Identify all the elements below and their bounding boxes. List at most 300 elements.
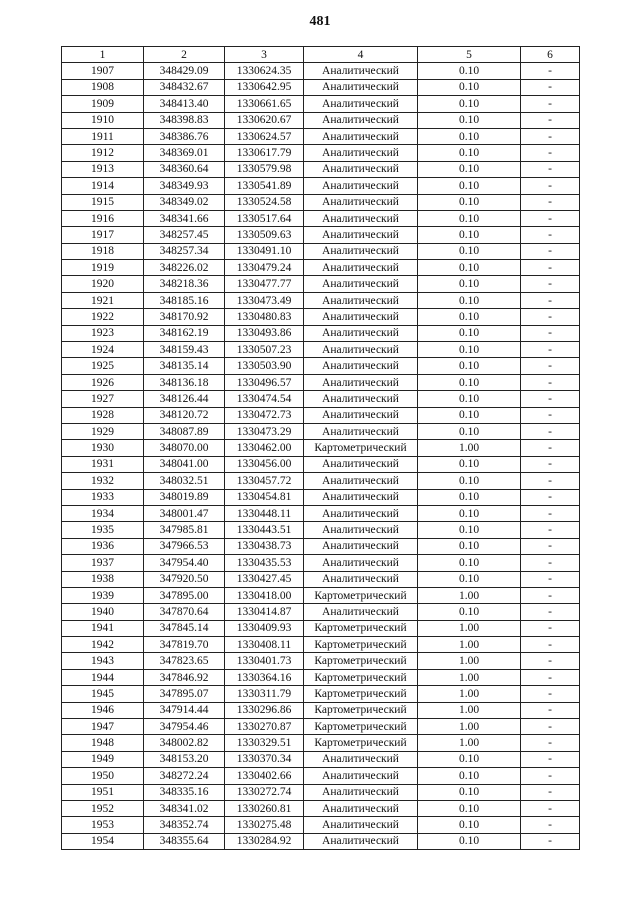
note-cell: - — [521, 309, 580, 325]
y-coordinate-cell: 1330370.34 — [225, 751, 304, 767]
accuracy-cell: 0.10 — [418, 145, 521, 161]
table-row — [62, 96, 580, 112]
note-cell: - — [521, 423, 580, 439]
column-header: 2 — [144, 47, 225, 63]
note-cell: - — [521, 505, 580, 521]
y-coordinate-cell: 1330427.45 — [225, 571, 304, 587]
accuracy-cell: 0.10 — [418, 817, 521, 833]
note-cell: - — [521, 833, 580, 849]
method-cell: Аналитический — [304, 768, 418, 784]
y-coordinate-cell: 1330472.73 — [225, 407, 304, 423]
x-coordinate-cell: 348341.02 — [144, 800, 225, 816]
y-coordinate-cell: 1330541.89 — [225, 178, 304, 194]
method-cell: Аналитический — [304, 292, 418, 308]
table-row — [62, 604, 580, 620]
point-number-cell: 1950 — [62, 768, 144, 784]
point-number-cell: 1933 — [62, 489, 144, 505]
x-coordinate-cell: 348002.82 — [144, 735, 225, 751]
y-coordinate-cell: 1330443.51 — [225, 522, 304, 538]
note-cell: - — [521, 243, 580, 259]
table-row — [62, 243, 580, 259]
column-header: 3 — [225, 47, 304, 63]
note-cell: - — [521, 702, 580, 718]
accuracy-cell: 0.10 — [418, 79, 521, 95]
y-coordinate-cell: 1330402.66 — [225, 768, 304, 784]
method-cell: Картометрический — [304, 719, 418, 735]
table-row — [62, 358, 580, 374]
y-coordinate-cell: 1330284.92 — [225, 833, 304, 849]
point-number-cell: 1948 — [62, 735, 144, 751]
note-cell: - — [521, 96, 580, 112]
x-coordinate-cell: 348360.64 — [144, 161, 225, 177]
y-coordinate-cell: 1330661.65 — [225, 96, 304, 112]
note-cell: - — [521, 604, 580, 620]
point-number-cell: 1935 — [62, 522, 144, 538]
accuracy-cell: 1.00 — [418, 587, 521, 603]
accuracy-cell: 0.10 — [418, 391, 521, 407]
y-coordinate-cell: 1330473.49 — [225, 292, 304, 308]
method-cell: Картометрический — [304, 669, 418, 685]
method-cell: Аналитический — [304, 833, 418, 849]
table-row — [62, 587, 580, 603]
x-coordinate-cell: 347819.70 — [144, 637, 225, 653]
method-cell: Аналитический — [304, 751, 418, 767]
x-coordinate-cell: 347966.53 — [144, 538, 225, 554]
table-row — [62, 686, 580, 702]
y-coordinate-cell: 1330272.74 — [225, 784, 304, 800]
table-row — [62, 768, 580, 784]
point-number-cell: 1931 — [62, 456, 144, 472]
note-cell: - — [521, 276, 580, 292]
table-row — [62, 719, 580, 735]
accuracy-cell: 0.10 — [418, 833, 521, 849]
point-number-cell: 1952 — [62, 800, 144, 816]
table-row — [62, 800, 580, 816]
accuracy-cell: 1.00 — [418, 440, 521, 456]
method-cell: Аналитический — [304, 522, 418, 538]
accuracy-cell: 0.10 — [418, 784, 521, 800]
y-coordinate-cell: 1330517.64 — [225, 210, 304, 226]
accuracy-cell: 1.00 — [418, 735, 521, 751]
point-number-cell: 1928 — [62, 407, 144, 423]
y-coordinate-cell: 1330275.48 — [225, 817, 304, 833]
note-cell: - — [521, 522, 580, 538]
table-row — [62, 407, 580, 423]
point-number-cell: 1930 — [62, 440, 144, 456]
note-cell: - — [521, 210, 580, 226]
point-number-cell: 1925 — [62, 358, 144, 374]
y-coordinate-cell: 1330642.95 — [225, 79, 304, 95]
x-coordinate-cell: 347914.44 — [144, 702, 225, 718]
accuracy-cell: 0.10 — [418, 63, 521, 79]
y-coordinate-cell: 1330401.73 — [225, 653, 304, 669]
x-coordinate-cell: 347985.81 — [144, 522, 225, 538]
x-coordinate-cell: 348070.00 — [144, 440, 225, 456]
accuracy-cell: 0.10 — [418, 800, 521, 816]
accuracy-cell: 1.00 — [418, 620, 521, 636]
method-cell: Аналитический — [304, 309, 418, 325]
note-cell: - — [521, 473, 580, 489]
accuracy-cell: 1.00 — [418, 702, 521, 718]
accuracy-cell: 0.10 — [418, 309, 521, 325]
method-cell: Аналитический — [304, 63, 418, 79]
table-row — [62, 309, 580, 325]
method-cell: Картометрический — [304, 587, 418, 603]
table-row — [62, 145, 580, 161]
accuracy-cell: 0.10 — [418, 423, 521, 439]
table-row — [62, 653, 580, 669]
method-cell: Аналитический — [304, 210, 418, 226]
y-coordinate-cell: 1330473.29 — [225, 423, 304, 439]
note-cell: - — [521, 555, 580, 571]
table-row — [62, 637, 580, 653]
table-row — [62, 112, 580, 128]
x-coordinate-cell: 348185.16 — [144, 292, 225, 308]
accuracy-cell: 1.00 — [418, 719, 521, 735]
point-number-cell: 1953 — [62, 817, 144, 833]
note-cell: - — [521, 178, 580, 194]
x-coordinate-cell: 348349.93 — [144, 178, 225, 194]
x-coordinate-cell: 348341.66 — [144, 210, 225, 226]
y-coordinate-cell: 1330438.73 — [225, 538, 304, 554]
accuracy-cell: 0.10 — [418, 407, 521, 423]
point-number-cell: 1946 — [62, 702, 144, 718]
point-number-cell: 1916 — [62, 210, 144, 226]
table-row — [62, 276, 580, 292]
y-coordinate-cell: 1330493.86 — [225, 325, 304, 341]
method-cell: Аналитический — [304, 555, 418, 571]
table-row — [62, 440, 580, 456]
y-coordinate-cell: 1330448.11 — [225, 505, 304, 521]
method-cell: Аналитический — [304, 227, 418, 243]
accuracy-cell: 0.10 — [418, 604, 521, 620]
point-number-cell: 1913 — [62, 161, 144, 177]
accuracy-cell: 0.10 — [418, 489, 521, 505]
table-row — [62, 620, 580, 636]
x-coordinate-cell: 348413.40 — [144, 96, 225, 112]
method-cell: Картометрический — [304, 735, 418, 751]
table-row — [62, 538, 580, 554]
point-number-cell: 1927 — [62, 391, 144, 407]
accuracy-cell: 0.10 — [418, 538, 521, 554]
table-row — [62, 194, 580, 210]
table-row — [62, 817, 580, 833]
x-coordinate-cell: 348087.89 — [144, 423, 225, 439]
note-cell: - — [521, 128, 580, 144]
x-coordinate-cell: 347823.65 — [144, 653, 225, 669]
point-number-cell: 1937 — [62, 555, 144, 571]
method-cell: Аналитический — [304, 538, 418, 554]
method-cell: Аналитический — [304, 79, 418, 95]
point-number-cell: 1924 — [62, 342, 144, 358]
x-coordinate-cell: 348136.18 — [144, 374, 225, 390]
y-coordinate-cell: 1330496.57 — [225, 374, 304, 390]
table-row — [62, 325, 580, 341]
note-cell: - — [521, 800, 580, 816]
note-cell: - — [521, 735, 580, 751]
x-coordinate-cell: 347846.92 — [144, 669, 225, 685]
method-cell: Аналитический — [304, 112, 418, 128]
accuracy-cell: 0.10 — [418, 128, 521, 144]
table-row — [62, 784, 580, 800]
y-coordinate-cell: 1330329.51 — [225, 735, 304, 751]
x-coordinate-cell: 347954.40 — [144, 555, 225, 571]
table-row — [62, 423, 580, 439]
note-cell: - — [521, 538, 580, 554]
accuracy-cell: 0.10 — [418, 112, 521, 128]
y-coordinate-cell: 1330624.57 — [225, 128, 304, 144]
y-coordinate-cell: 1330624.35 — [225, 63, 304, 79]
note-cell: - — [521, 751, 580, 767]
x-coordinate-cell: 348355.64 — [144, 833, 225, 849]
point-number-cell: 1914 — [62, 178, 144, 194]
accuracy-cell: 0.10 — [418, 227, 521, 243]
note-cell: - — [521, 194, 580, 210]
table-row — [62, 374, 580, 390]
table-row — [62, 391, 580, 407]
table-row — [62, 227, 580, 243]
note-cell: - — [521, 817, 580, 833]
point-number-cell: 1917 — [62, 227, 144, 243]
table-row — [62, 505, 580, 521]
column-header: 6 — [521, 47, 580, 63]
y-coordinate-cell: 1330260.81 — [225, 800, 304, 816]
point-number-cell: 1945 — [62, 686, 144, 702]
x-coordinate-cell: 348153.20 — [144, 751, 225, 767]
x-coordinate-cell: 347845.14 — [144, 620, 225, 636]
point-number-cell: 1939 — [62, 587, 144, 603]
point-number-cell: 1909 — [62, 96, 144, 112]
x-coordinate-cell: 348120.72 — [144, 407, 225, 423]
x-coordinate-cell: 347895.07 — [144, 686, 225, 702]
accuracy-cell: 0.10 — [418, 456, 521, 472]
table-row — [62, 63, 580, 79]
table-body — [62, 63, 580, 850]
page-number: 481 — [309, 14, 331, 29]
accuracy-cell: 0.10 — [418, 571, 521, 587]
x-coordinate-cell: 347920.50 — [144, 571, 225, 587]
point-number-cell: 1947 — [62, 719, 144, 735]
accuracy-cell: 0.10 — [418, 178, 521, 194]
point-number-cell: 1922 — [62, 309, 144, 325]
table-row — [62, 669, 580, 685]
y-coordinate-cell: 1330524.58 — [225, 194, 304, 210]
y-coordinate-cell: 1330414.87 — [225, 604, 304, 620]
method-cell: Картометрический — [304, 653, 418, 669]
note-cell: - — [521, 653, 580, 669]
x-coordinate-cell: 347895.00 — [144, 587, 225, 603]
note-cell: - — [521, 145, 580, 161]
accuracy-cell: 1.00 — [418, 653, 521, 669]
method-cell: Аналитический — [304, 374, 418, 390]
y-coordinate-cell: 1330579.98 — [225, 161, 304, 177]
x-coordinate-cell: 348272.24 — [144, 768, 225, 784]
x-coordinate-cell: 348126.44 — [144, 391, 225, 407]
table-row — [62, 833, 580, 849]
point-number-cell: 1921 — [62, 292, 144, 308]
point-number-cell: 1918 — [62, 243, 144, 259]
y-coordinate-cell: 1330454.81 — [225, 489, 304, 505]
note-cell: - — [521, 637, 580, 653]
table-row — [62, 210, 580, 226]
note-cell: - — [521, 686, 580, 702]
table-row — [62, 751, 580, 767]
point-number-cell: 1941 — [62, 620, 144, 636]
accuracy-cell: 0.10 — [418, 358, 521, 374]
accuracy-cell: 0.10 — [418, 210, 521, 226]
note-cell: - — [521, 292, 580, 308]
y-coordinate-cell: 1330617.79 — [225, 145, 304, 161]
method-cell: Аналитический — [304, 489, 418, 505]
table-row — [62, 178, 580, 194]
accuracy-cell: 0.10 — [418, 276, 521, 292]
accuracy-cell: 0.10 — [418, 194, 521, 210]
method-cell: Аналитический — [304, 423, 418, 439]
point-number-cell: 1926 — [62, 374, 144, 390]
point-number-cell: 1915 — [62, 194, 144, 210]
table-row — [62, 260, 580, 276]
note-cell: - — [521, 161, 580, 177]
x-coordinate-cell: 348429.09 — [144, 63, 225, 79]
table-row — [62, 522, 580, 538]
accuracy-cell: 0.10 — [418, 292, 521, 308]
y-coordinate-cell: 1330462.00 — [225, 440, 304, 456]
accuracy-cell: 0.10 — [418, 751, 521, 767]
method-cell: Аналитический — [304, 604, 418, 620]
y-coordinate-cell: 1330509.63 — [225, 227, 304, 243]
point-number-cell: 1954 — [62, 833, 144, 849]
method-cell: Аналитический — [304, 128, 418, 144]
point-number-cell: 1938 — [62, 571, 144, 587]
accuracy-cell: 0.10 — [418, 473, 521, 489]
method-cell: Картометрический — [304, 702, 418, 718]
point-number-cell: 1934 — [62, 505, 144, 521]
point-number-cell: 1910 — [62, 112, 144, 128]
method-cell: Аналитический — [304, 325, 418, 341]
method-cell: Аналитический — [304, 194, 418, 210]
y-coordinate-cell: 1330503.90 — [225, 358, 304, 374]
y-coordinate-cell: 1330311.79 — [225, 686, 304, 702]
table-row — [62, 489, 580, 505]
method-cell: Аналитический — [304, 358, 418, 374]
x-coordinate-cell: 348218.36 — [144, 276, 225, 292]
x-coordinate-cell: 348352.74 — [144, 817, 225, 833]
method-cell: Аналитический — [304, 260, 418, 276]
accuracy-cell: 1.00 — [418, 637, 521, 653]
table-row — [62, 735, 580, 751]
y-coordinate-cell: 1330507.23 — [225, 342, 304, 358]
note-cell: - — [521, 342, 580, 358]
accuracy-cell: 0.10 — [418, 96, 521, 112]
y-coordinate-cell: 1330477.77 — [225, 276, 304, 292]
point-number-cell: 1908 — [62, 79, 144, 95]
y-coordinate-cell: 1330457.72 — [225, 473, 304, 489]
point-number-cell: 1951 — [62, 784, 144, 800]
x-coordinate-cell: 348019.89 — [144, 489, 225, 505]
accuracy-cell: 0.10 — [418, 342, 521, 358]
table-row — [62, 702, 580, 718]
method-cell: Картометрический — [304, 440, 418, 456]
note-cell: - — [521, 784, 580, 800]
x-coordinate-cell: 348159.43 — [144, 342, 225, 358]
note-cell: - — [521, 768, 580, 784]
accuracy-cell: 0.10 — [418, 260, 521, 276]
column-header: 1 — [62, 47, 144, 63]
method-cell: Аналитический — [304, 391, 418, 407]
x-coordinate-cell: 348349.02 — [144, 194, 225, 210]
note-cell: - — [521, 456, 580, 472]
method-cell: Аналитический — [304, 276, 418, 292]
method-cell: Аналитический — [304, 342, 418, 358]
method-cell: Аналитический — [304, 473, 418, 489]
accuracy-cell: 0.10 — [418, 522, 521, 538]
note-cell: - — [521, 669, 580, 685]
table-header-row — [62, 47, 580, 63]
y-coordinate-cell: 1330418.00 — [225, 587, 304, 603]
y-coordinate-cell: 1330435.53 — [225, 555, 304, 571]
x-coordinate-cell: 348032.51 — [144, 473, 225, 489]
method-cell: Аналитический — [304, 407, 418, 423]
table-row — [62, 456, 580, 472]
point-number-cell: 1932 — [62, 473, 144, 489]
x-coordinate-cell: 348001.47 — [144, 505, 225, 521]
point-number-cell: 1936 — [62, 538, 144, 554]
point-number-cell: 1920 — [62, 276, 144, 292]
accuracy-cell: 0.10 — [418, 243, 521, 259]
x-coordinate-cell: 347870.64 — [144, 604, 225, 620]
x-coordinate-cell: 348432.67 — [144, 79, 225, 95]
method-cell: Аналитический — [304, 161, 418, 177]
point-number-cell: 1929 — [62, 423, 144, 439]
point-number-cell: 1944 — [62, 669, 144, 685]
accuracy-cell: 0.10 — [418, 325, 521, 341]
note-cell: - — [521, 587, 580, 603]
method-cell: Аналитический — [304, 784, 418, 800]
y-coordinate-cell: 1330474.54 — [225, 391, 304, 407]
note-cell: - — [521, 407, 580, 423]
method-cell: Аналитический — [304, 817, 418, 833]
method-cell: Аналитический — [304, 571, 418, 587]
y-coordinate-cell: 1330620.67 — [225, 112, 304, 128]
x-coordinate-cell: 348398.83 — [144, 112, 225, 128]
table-row — [62, 292, 580, 308]
y-coordinate-cell: 1330491.10 — [225, 243, 304, 259]
x-coordinate-cell: 348386.76 — [144, 128, 225, 144]
note-cell: - — [521, 260, 580, 276]
accuracy-cell: 0.10 — [418, 768, 521, 784]
x-coordinate-cell: 347954.46 — [144, 719, 225, 735]
coordinates-table — [61, 46, 580, 850]
method-cell: Аналитический — [304, 178, 418, 194]
note-cell: - — [521, 227, 580, 243]
point-number-cell: 1907 — [62, 63, 144, 79]
x-coordinate-cell: 348170.92 — [144, 309, 225, 325]
y-coordinate-cell: 1330408.11 — [225, 637, 304, 653]
table-row — [62, 555, 580, 571]
column-header: 4 — [304, 47, 418, 63]
note-cell: - — [521, 358, 580, 374]
note-cell: - — [521, 112, 580, 128]
y-coordinate-cell: 1330409.93 — [225, 620, 304, 636]
method-cell: Аналитический — [304, 800, 418, 816]
note-cell: - — [521, 391, 580, 407]
method-cell: Аналитический — [304, 456, 418, 472]
y-coordinate-cell: 1330364.16 — [225, 669, 304, 685]
accuracy-cell: 1.00 — [418, 686, 521, 702]
note-cell: - — [521, 325, 580, 341]
method-cell: Картометрический — [304, 620, 418, 636]
x-coordinate-cell: 348162.19 — [144, 325, 225, 341]
